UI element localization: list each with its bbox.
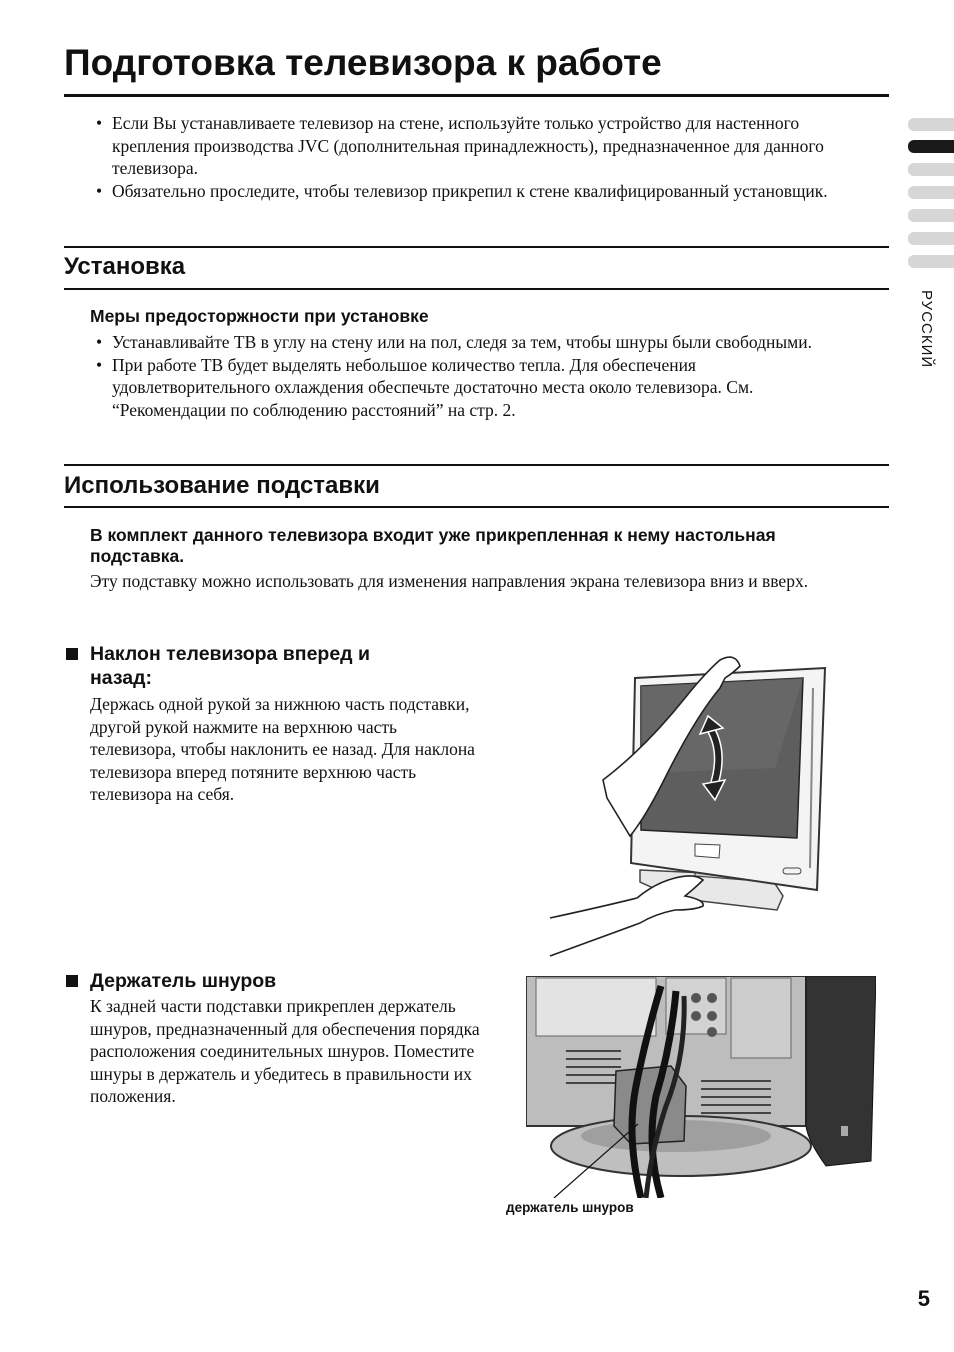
intro-bullet: • Обязательно проследите, чтобы телевизор прикрепил к стене квалифицированный установщик.	[90, 180, 850, 203]
stand-bold-intro: В комплект данного телевизора входит уже прикрепленная к нему настольная подставка.	[90, 525, 776, 566]
tv-tilt-illustration	[545, 648, 830, 960]
section-rule-top	[64, 464, 889, 466]
install-subheading: Меры предосторжности при установке	[90, 306, 429, 326]
page-title: Подготовка телевизора к работе	[64, 42, 662, 83]
cord-heading	[64, 969, 510, 993]
square-bullet-icon	[66, 648, 78, 660]
tilt-text: Держась одной рукой за нижнюю часть подставки, другой рукой нажмите на верхнюю часть телевизора, чтобы наклонить ее назад. Для наклона телевизора вперед потяните верхнюю часть телевизора на себя.	[90, 694, 475, 804]
cord-holder-caption: держатель шнуров	[506, 1200, 634, 1215]
install-bullet: • При работе ТВ будет выделять небольшое количество тепла. Для обеспечения удовлетворительного охлаждения обеспечьте достаточно места около телевизора. См. “Рекомендации по соблюдению расстояний” на стр. 2.	[90, 354, 850, 422]
square-bullet-icon	[66, 975, 78, 987]
cord-heading-text: Держатель шнуров	[90, 970, 277, 992]
section-rule-bottom	[64, 288, 889, 290]
section-tab	[908, 186, 954, 199]
section-tab	[908, 163, 954, 176]
stand-intro: Эту подставку можно использовать для изменения направления экрана телевизора вниз и вверх.	[90, 571, 809, 591]
section-heading-stand: Использование подставки	[64, 472, 380, 499]
section-heading-install: Установка	[64, 253, 186, 280]
section-tab	[908, 232, 954, 245]
title-rule	[64, 94, 889, 97]
section-rule-top	[64, 246, 889, 248]
section-rule-bottom	[64, 506, 889, 508]
page-number: 5	[917, 1286, 930, 1311]
intro-bullet: • Если Вы устанавливаете телевизор на стене, используйте только устройство для настенного крепления производства JVC (дополнительная принадлежность), предназначенное для данного телевизора.	[90, 112, 850, 180]
section-tab	[908, 118, 954, 131]
cord-text: К задней части подставки прикреплен держатель шнуров, предназначенный для обеспечения порядка расположения соединительных шнуров. Поместите шнуры в держатель и убедитесь в правильности их положения.	[90, 996, 480, 1106]
install-bullets	[90, 331, 850, 421]
section-tab	[908, 255, 954, 268]
install-bullet: • Устанавливайте ТВ в углу на стену или на пол, следя за тем, чтобы шнуры были свободными.	[90, 331, 850, 354]
section-tab-active	[908, 140, 954, 153]
tilt-heading	[64, 642, 420, 690]
section-tab	[908, 209, 954, 222]
language-label: РУССКИЙ	[918, 290, 935, 369]
cord-holder-illustration	[526, 976, 876, 1198]
intro-bullets	[90, 112, 850, 202]
tilt-heading-text: Наклон телевизора вперед и назад:	[90, 643, 370, 689]
